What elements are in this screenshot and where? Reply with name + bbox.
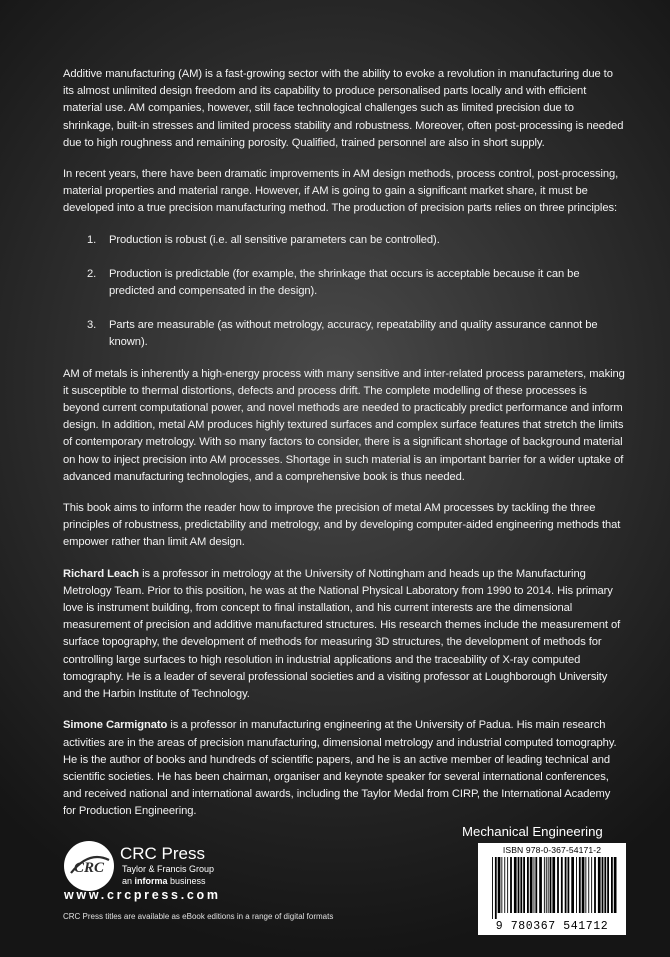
barcode-bar: [507, 857, 508, 913]
list-item-text: Production is predictable (for example, the shrinkage that occurs is acceptable because it can be predicted and compensated in the design).: [109, 267, 580, 298]
barcode-bar: [495, 857, 497, 919]
isbn-digits: 9 780367 541712: [495, 920, 609, 933]
publisher-business: [122, 876, 206, 886]
author-bio-text: is a professor in metrology at the University of Nottingham and heads up the Manufacturing Metrology Team. Prior to this position, he was at the National Physical Laboratory from 1990 to 2014. His primary love is instrument building, from concept to final installation, and his current interests are the dimensional measurement of precision and additive manufactured structures. His research themes include the measurement of surface topography, the development of methods for measuring 3D structures, the development of methods for controlling large surfaces to high resolution in industrial applications and the traceability of X-ray computed tomography. He is a leader of several professional societies and a visiting professor at Loughborough University and the Harbin Institute of Technology.: [63, 567, 621, 701]
barcode-bar: [530, 857, 533, 913]
improvements-paragraph: In recent years, there have been dramatic improvements in AM design methods, process control, post-processing, material properties and material range. However, if AM is going to gain a significant market share, it must be developed into a true precision manufacturing method. The production of precision parts relies on three principles:: [63, 168, 619, 215]
barcode-bar: [561, 857, 563, 913]
barcode-bar: [544, 857, 545, 913]
barcode-bar: [598, 857, 601, 913]
barcode-bar: [604, 857, 606, 913]
barcode-bar: [514, 857, 517, 913]
barcode-bar: [568, 857, 570, 913]
author-bio-text: is a professor in manufacturing engineering at the University of Padua. His main research activities are in the areas of precision manufacturing, dimensional metrology and industrial computed tomography. He is the author of books and hundreds of scientific papers, and he is an active member of leading technical and scientific societies. He has been chairman, organiser and keynote speaker for several international conferences, and received national and international awards, including the Taylor Medal from CIRP, the International Academy for Production Engineering.: [63, 719, 617, 818]
barcode-bar: [518, 857, 520, 913]
barcode-bar: [579, 857, 581, 913]
barcode-bar: [535, 857, 537, 913]
barcode-bar: [520, 857, 522, 913]
barcode-bar: [527, 857, 529, 913]
back-cover-text: [63, 66, 625, 835]
author-bio-leach: [63, 566, 625, 704]
business-prefix: an: [122, 876, 135, 886]
barcode-bar: [614, 857, 617, 913]
barcode-bar: [534, 857, 535, 913]
list-item: [63, 232, 625, 249]
list-item-number: 2.: [87, 267, 97, 280]
barcode-bar: [607, 857, 609, 913]
business-brand: informa: [134, 876, 168, 886]
barcode-bar: [557, 857, 559, 913]
barcode-bar: [552, 857, 555, 913]
barcode-bar: [504, 857, 505, 913]
list-item: [63, 317, 625, 351]
barcode-bar: [571, 857, 574, 913]
barcode-bar: [588, 857, 589, 913]
author-bio-carmignato: [63, 717, 625, 820]
barcode-bars: [490, 857, 618, 919]
ebook-note: CRC Press titles are available as eBook editions in a range of digital formats: [63, 912, 334, 921]
barcode-bar: [585, 857, 586, 913]
barcode-bar: [498, 857, 501, 913]
barcode-bar: [492, 857, 493, 919]
author-name: Simone Carmignato: [63, 719, 168, 732]
barcode-bar: [565, 857, 567, 913]
barcode-bar: [546, 857, 547, 913]
business-suffix: business: [167, 876, 206, 886]
list-item: [63, 266, 625, 300]
barcode-bar: [501, 857, 502, 913]
barcode-bar: [582, 857, 585, 913]
intro-paragraph: Additive manufacturing (AM) is a fast-growing sector with the ability to evoke a revolution in manufacturing due to its almost unlimited design freedom and its capability to produce personalised parts locally and with efficient material use. AM companies, however, still face technological challenges such as limited precision due to shrinkage, built-in stresses and limited process stability and robustness. Moreover, often post-processing is needed due to high roughness and remaining porosity. Qualified, trained personnel are also in short supply.: [63, 68, 624, 149]
barcode-bar: [523, 857, 525, 913]
publisher-url[interactable]: www.crcpress.com: [64, 888, 221, 902]
isbn-label: ISBN 978-0-367-54171-2: [502, 845, 602, 855]
subject-category: Mechanical Engineering: [462, 824, 603, 839]
barcode-bar: [591, 857, 592, 913]
barcode-bar: [548, 857, 549, 913]
logo-text: CRC: [73, 860, 105, 876]
list-item-text: Production is robust (i.e. all sensitive parameters can be controlled).: [109, 233, 440, 246]
isbn-barcode: [478, 843, 626, 935]
barcode-bar: [550, 857, 552, 913]
barcode-bar: [576, 857, 577, 913]
metals-paragraph: AM of metals is inherently a high-energy process with many sensitive and inter-related process parameters, making it susceptible to thermal distortions, defects and process drift. The complete modelling of these processes is beyond current computational power, and novel methods are needed to practicably predict performance and inform design. In addition, metal AM produces highly textured surfaces and complex surface features that stretch the limits of contemporary metrology. With so many factors to consider, there is a significant shortage of background material on how to inject precision into AM processes. Shortage in such material is an important barrier for a wider uptake of advanced manufacturing technologies, and a comprehensive book is thus needed.: [63, 367, 625, 483]
list-item-number: 3.: [87, 319, 97, 332]
author-name: Richard Leach: [63, 567, 140, 580]
barcode-bar: [594, 857, 596, 913]
publisher-group: Taylor & Francis Group: [122, 864, 215, 874]
barcode-bar: [539, 857, 542, 913]
list-item-text: Parts are measurable (as without metrology, accuracy, repeatability and quality assurance cannot be known).: [109, 319, 598, 349]
principles-list: [63, 232, 625, 352]
barcode-bar: [510, 857, 512, 913]
barcode-bar: [602, 857, 604, 913]
list-item-number: 1.: [87, 233, 97, 246]
barcode-bar: [611, 857, 613, 913]
crc-logo: [63, 840, 115, 892]
publisher-name: CRC Press: [120, 844, 206, 863]
aims-paragraph: This book aims to inform the reader how to improve the precision of metal AM processes by tackling the three principles of robustness, predictability and metrology, and by developing computer-aided engineering methods that empower rather than limit AM design.: [63, 502, 621, 549]
